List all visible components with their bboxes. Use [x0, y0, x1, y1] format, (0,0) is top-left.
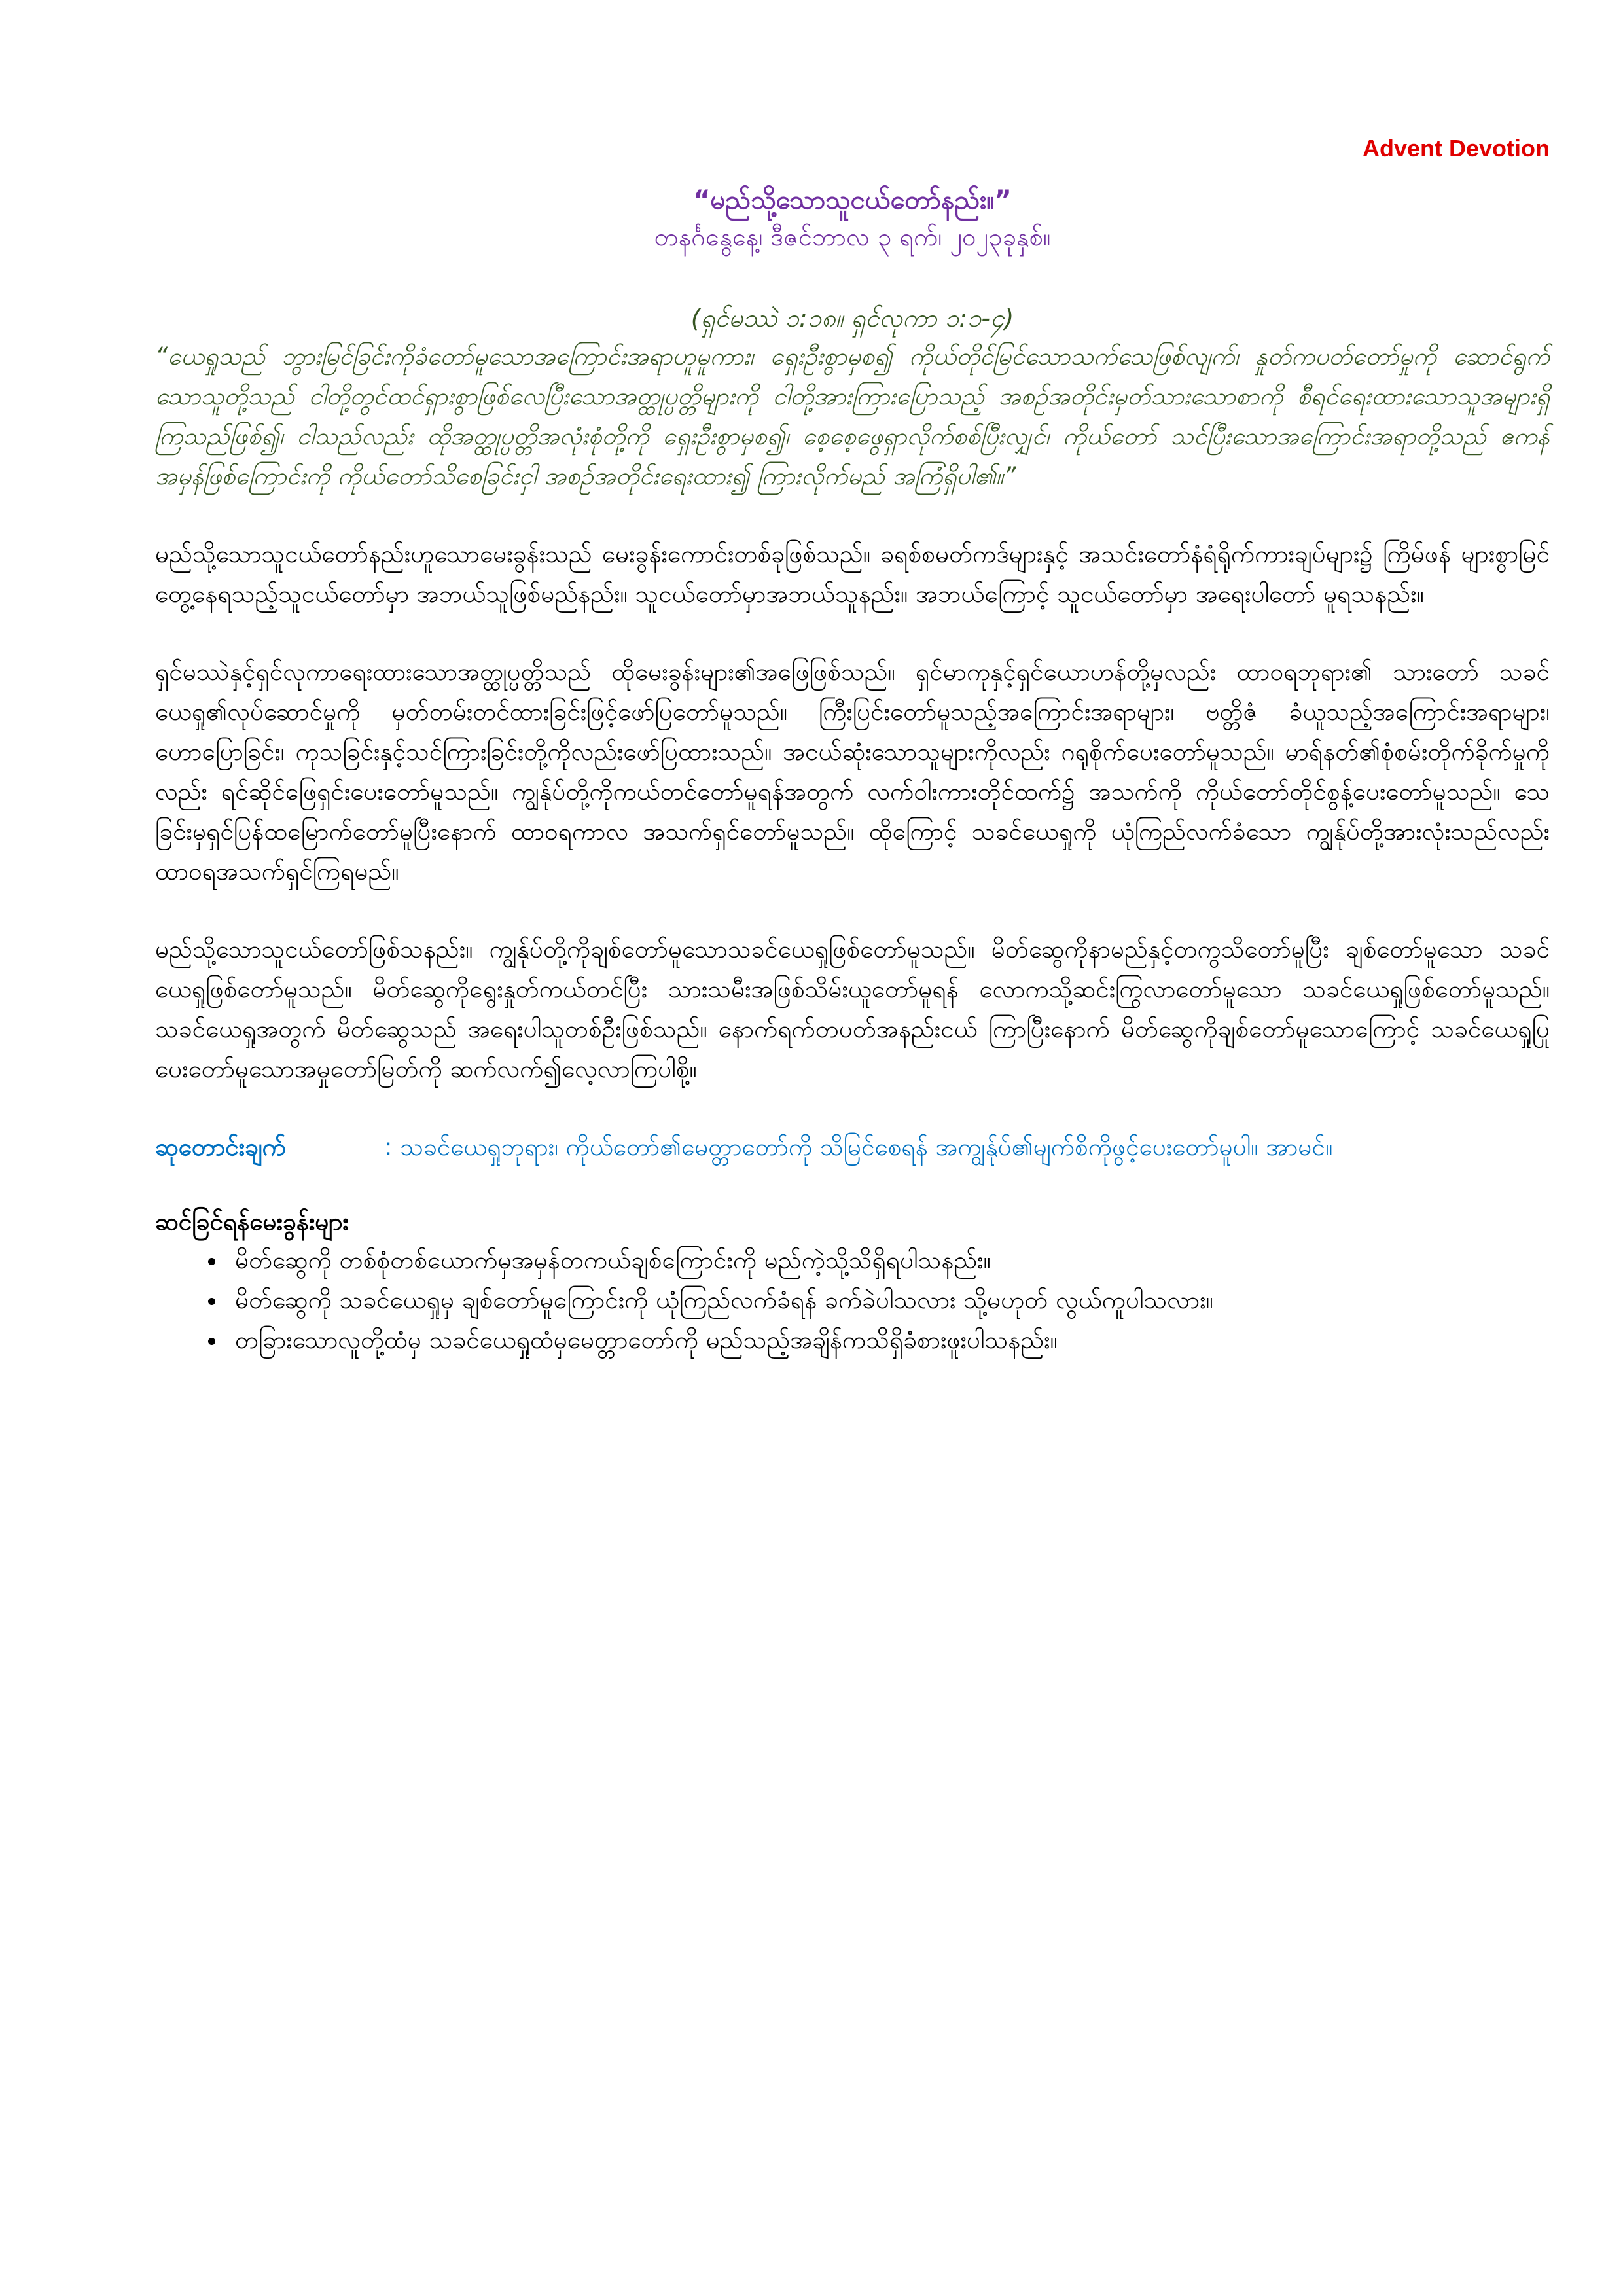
questions-heading: ဆင်ခြင်ရန်မေးခွန်းများ — [155, 1208, 349, 1236]
prayer-section — [155, 1127, 1550, 1167]
header-tag: Advent Devotion — [1362, 135, 1550, 162]
body-paragraph-2: ရှင်မဿဲနှင့်ရှင်လုကာရေးထားသောအတ္ထုပ္ပတ္တိသည် ထိုမေးခွန်းများ၏အဖြေဖြစ်သည်။ ရှင်မာကုနှင့်ရှင်ယောဟန်တို့မှလည်း ထာဝရဘုရား၏ သားတော် သခင်ယေရှု၏လုပ်ဆောင်မှုကို မှတ်တမ်းတင်ထားခြင်းဖြင့်ဖော်ပြတော်မူသည်။ ကြီးပြင်းတော်မူသည့်အကြောင်းအရာများ၊ ဗတ္တိဇံ ခံယူသည့်အကြောင်းအရာများ၊ ဟောပြောခြင်း၊ ကုသခြင်းနှင့်သင်ကြားခြင်းတို့ကိုလည်းဖော်ပြထားသည်။ အငယ်ဆုံးသောသူများကိုလည်း ဂရုစိုက်ပေးတော်မူသည်။ မာရ်နတ်၏စုံစမ်းတိုက်ခိုက်မှုကိုလည်း ရင်ဆိုင်ဖြေရှင်းပေးတော်မူသည်။ ကျွန်ုပ်တို့ကိုကယ်တင်တော်မူရန်အတွက် လက်ဝါးကားတိုင်ထက်၌ အသက်ကို ကိုယ်တော်တိုင်စွန့်ပေးတော်မူသည်။ သေခြင်းမှရှင်ပြန်ထမြောက်တော်မူပြီးနောက် ထာဝရကာလ အသက်ရှင်တော်မူသည်။ ထိုကြောင့် သခင်ယေရှုကို ယုံကြည်လက်ခံသော ကျွန်ုပ်တို့အားလုံးသည်လည်း ထာဝရအသက်ရှင်ကြရမည်။ — [155, 658, 1550, 886]
scripture-quote: “ယေရှုသည် ဘွားမြင်ခြင်းကိုခံတော်မူသောအကြောင်းအရာဟူမူကား၊ ရှေးဦးစွာမှစ၍ ကိုယ်တိုင်မြင်သောသက်သေဖြစ်လျက်၊ နှုတ်ကပတ်တော်မှုကို ဆောင်ရွက်သောသူတို့သည် ငါတို့တွင်ထင်ရှားစွာဖြစ်လေပြီးသောအတ္ထုပ္ပတ္တိများကို ငါတို့အားကြားပြောသည့် အစဉ်အတိုင်းမှတ်သားသောစာကို စီရင်ရေးထားသောသူအများရှိကြသည်ဖြစ်၍၊ ငါသည်လည်း ထိုအတ္ထုပ္ပတ္တိအလုံးစုံတို့ကို ရှေးဦးစွာမှစ၍၊ စေ့စေ့ဖွေရှာလိုက်စစ်ပြီးလျှင်၊ ကိုယ်တော် သင်ပြီးသောအကြောင်းအရာတို့သည် ဧကန်အမှန်ဖြစ်ကြောင်းကို ကိုယ်တော်သိစေခြင်းငှါ အစဉ်အတိုင်းရေးထား၍ ကြားလိုက်မည် အကြံရှိပါ၏။” — [155, 342, 1550, 490]
scripture-reference: (ရှင်မဿဲ ၁:၁၈။ ရှင်လုကာ ၁:၁-၄) — [690, 304, 1014, 332]
prayer-text: : သခင်ယေရှုဘုရား၊ ကိုယ်တော်၏မေတ္တာတော်ကို သိမြင်စေရန် အကျွန်ုပ်၏မျက်စိကိုဖွင့်ပေးတော်မူပါ။ အာမင်။ — [384, 1133, 1333, 1161]
questions-list — [155, 1240, 1550, 1360]
devotion-date: တနင်္ဂနွေနေ့၊ ဒီဇင်ဘာလ ၃ ရက်၊ ၂၀၂၃ခုနှစ်။ — [654, 223, 1051, 251]
question-item-1: • မိတ်ဆွေကို တစ်စုံတစ်ယောက်မှအမှန်တကယ်ချစ်ကြောင်းကို မည်ကဲ့သို့သိရှိရပါသနည်း။ — [227, 1240, 1550, 1280]
question-item-3: • တခြားသောလူတို့ထံမှ သခင်ယေရှုထံမှမေတ္တာတော်ကို မည်သည့်အချိန်ကသိရှိခံစားဖူးပါသနည်း။ — [227, 1320, 1550, 1360]
question-item-2: • မိတ်ဆွေကို သခင်ယေရှုမှ ချစ်တော်မူကြောင်းကို ယုံကြည်လက်ခံရန် ခက်ခဲပါသလား သို့မဟုတ် လွယ်ကူပါသလား။ — [227, 1280, 1550, 1320]
body-paragraph-1: မည်သို့သောသူငယ်တော်နည်းဟူသောမေးခွန်းသည် မေးခွန်းကောင်းတစ်ခုဖြစ်သည်။ ခရစ်စမတ်ကဒ်များနှင့် အသင်းတော်နံရံရိုက်ကားချပ်များ၌ ကြိမ်ဖန် များစွာမြင်တွေ့နေရသည့်သူငယ်တော်မှာ အဘယ်သူဖြစ်မည်နည်း။ သူငယ်တော်မှာအဘယ်သူနည်း။ အဘယ်ကြောင့် သူငယ်တော်မှာ အရေးပါတော် မူရသနည်း။ — [155, 540, 1550, 608]
devotion-title: “မည်သို့သောသူငယ်တော်နည်း။” — [693, 185, 1012, 215]
prayer-label: ဆုတောင်းချက် — [155, 1133, 286, 1161]
body-paragraph-3: မည်သို့သောသူငယ်တော်ဖြစ်သနည်း။ ကျွန်ုပ်တို့ကိုချစ်တော်မူသောသခင်ယေရှုဖြစ်တော်မူသည်။ မိတ်ဆွေကိုနာမည်နှင့်တကွသိတော်မူပြီး ချစ်တော်မူသော သခင်ယေရှုဖြစ်တော်မူသည်။ မိတ်ဆွေကိုရွေးနှုတ်ကယ်တင်ပြီး သားသမီးအဖြစ်သိမ်းယူတော်မူရန် လောကသို့ဆင်းကြွလာတော်မူသော သခင်ယေရှုဖြစ်တော်မူသည်။ သခင်ယေရှုအတွက် မိတ်ဆွေသည် အရေးပါသူတစ်ဦးဖြစ်သည်။ နောက်ရက်တပတ်အနည်းငယ် ကြာပြီးနောက် မိတ်ဆွေကိုချစ်တော်မူသောကြောင့် သခင်ယေရှုပြုပေးတော်မူသောအမှုတော်မြတ်ကို ဆက်လက်၍လေ့လာကြပါစို့။ — [155, 935, 1550, 1083]
